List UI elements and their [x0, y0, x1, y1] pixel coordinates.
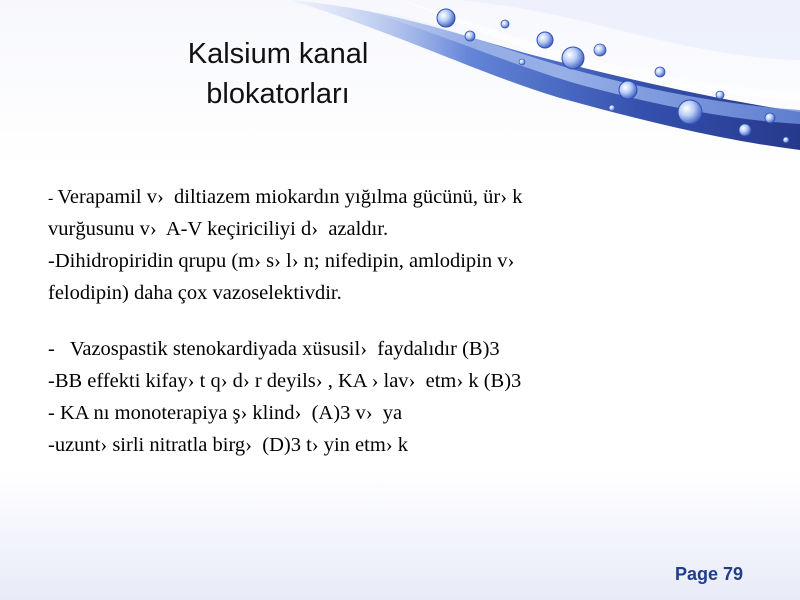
body-line-4: felodipin) daha çox vazoselektivdir.: [48, 282, 342, 304]
body-line-1-text: Verapamil v› diltiazem miokardın yığılma gücünü, ür› k: [57, 186, 523, 208]
body-line-2: vurğusunu v› A-V keçiriciliyi d› azaldır.: [48, 218, 389, 240]
body-line-8: -uzunt› sirli nitratla birg› (D)3 t› yin etm› k: [48, 434, 408, 456]
title-line-2: blokatorları: [206, 78, 350, 110]
slide-title: [138, 34, 418, 114]
page-number: Page 79: [674, 564, 743, 584]
body-line-6: -BB effekti kifay› t q› d› r deyils› , KA › lav› etm› k (B)3: [48, 370, 522, 392]
body-line-3: -Dihidropiridin qrupu (m› s› l› n; nifedipin, amlodipin v›: [48, 250, 515, 272]
body-line-1-dash: -: [48, 190, 58, 207]
body-line-5: - Vazospastik stenokardiyada xüsusil› faydalıdır (B)3: [48, 338, 500, 360]
slide-body: [48, 181, 748, 461]
body-line-7: - KA nı monoterapiya ş› klind› (A)3 v› ya: [48, 402, 403, 424]
title-line-1: Kalsium kanal: [187, 38, 369, 70]
body-line-1: [48, 181, 748, 213]
